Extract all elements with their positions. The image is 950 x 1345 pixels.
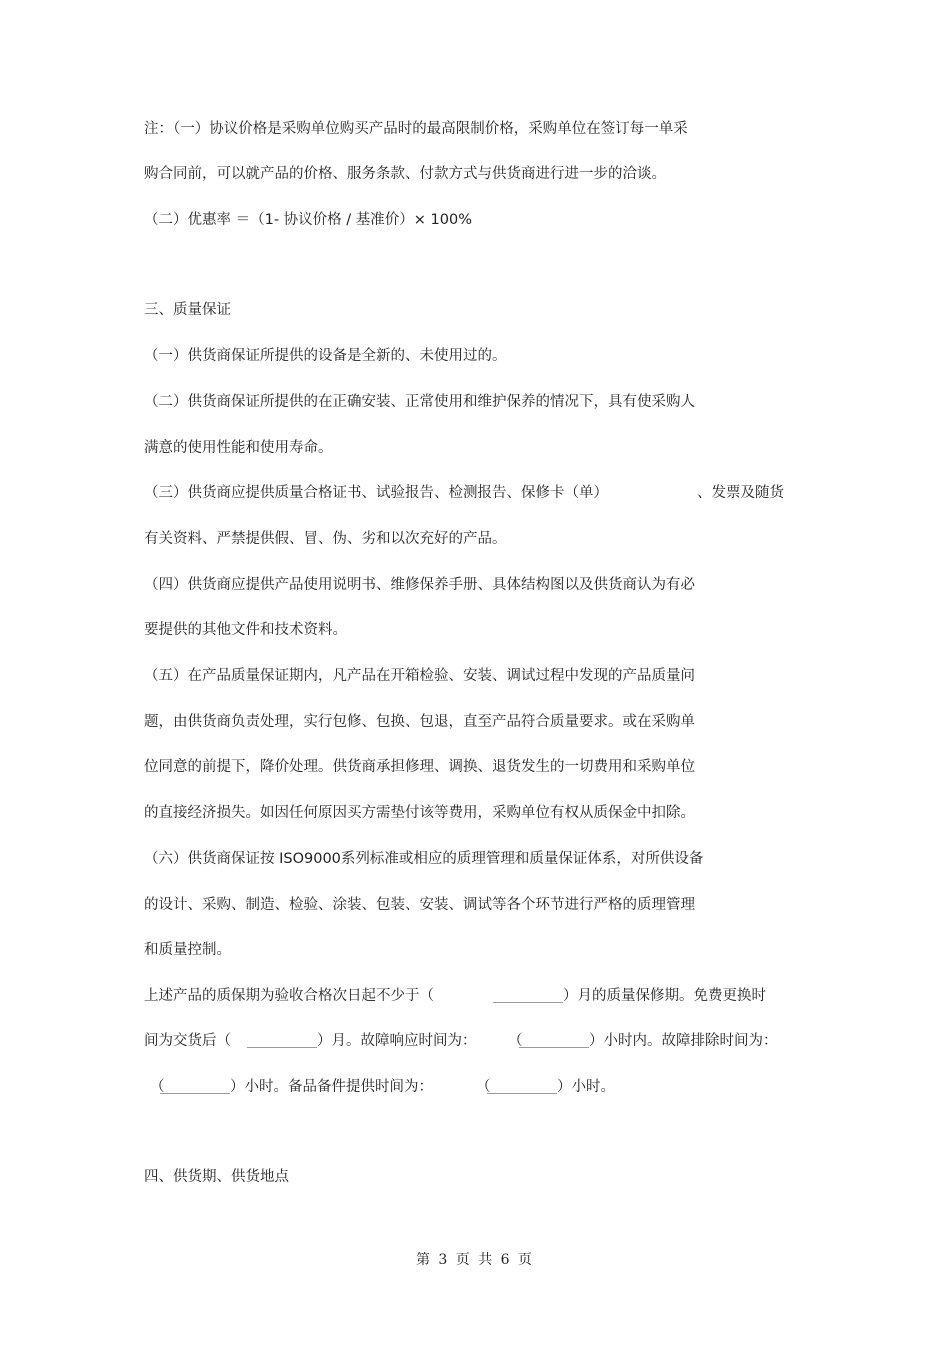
quality-item-3-line-2: 有关资料、严禁提供假、冒、伪、劣和以次充好的产品。 xyxy=(144,531,507,547)
quality-item-2-line-2: 满意的使用性能和使用寿命。 xyxy=(144,440,333,456)
section-heading-quality: 三、质量保证 xyxy=(144,302,231,318)
quality-item-2-line-1: （二）供货商保证所提供的在正确安装、正常使用和维护保养的情况下，具有使采购人 xyxy=(144,394,695,410)
quality-item-4-line-1: （四）供货商应提供产品使用说明书、维修保养手册、具体结构图以及供货商认为有必 xyxy=(144,577,695,593)
note-line-3: （二）优惠率 ＝（1- 协议价格 / 基准价）× 100% xyxy=(144,212,472,228)
warranty-line-3a: （ xyxy=(150,1079,165,1095)
note-line-1: 注：（一）协议价格是采购单位购买产品时的最高限制价格，采购单位在签订每一单采 xyxy=(144,121,688,137)
note-line-2: 购合同前，可以就产品的价格、服务条款、付款方式与供货商进行进一步的洽谈。 xyxy=(144,166,666,182)
quality-item-5-line-2: 题，由供货商负责处理，实行包修、包换、包退，直至产品符合质量要求。或在采购单 xyxy=(144,714,695,730)
warranty-line-1b: ）月的质量保修期。免费更换时 xyxy=(563,988,766,1004)
warranty-line-1a: 上述产品的质保期为验收合格次日起不少于（ xyxy=(144,988,434,1004)
repair-time-blank[interactable] xyxy=(160,1077,230,1097)
warranty-line-2c: （ xyxy=(508,1033,523,1049)
quality-item-6-line-2: 的设计、采购、制造、检验、涂装、包装、安装、调试等各个环节进行严格的质理管理 xyxy=(144,897,695,913)
warranty-period-blank[interactable] xyxy=(493,986,563,1006)
quality-item-4-line-2: 要提供的其他文件和技术资料。 xyxy=(144,622,347,638)
quality-item-6-line-3: 和质量控制。 xyxy=(144,942,231,958)
quality-item-5-line-1: （五）在产品质量保证期内，凡产品在开箱检验、安装、调试过程中发现的产品质量问 xyxy=(144,668,695,684)
warranty-line-3d: ）小时。 xyxy=(557,1079,615,1095)
response-time-blank[interactable] xyxy=(519,1031,589,1051)
spare-parts-time-blank[interactable] xyxy=(487,1077,557,1097)
quality-item-1: （一）供货商保证所提供的设备是全新的、未使用过的。 xyxy=(144,348,507,364)
quality-item-3-line-1b: 、发票及随货 xyxy=(697,485,784,501)
warranty-line-3c: （ xyxy=(476,1079,491,1095)
quality-item-5-line-3: 位同意的前提下，降价处理。供货商承担修理、调换、退货发生的一切费用和采购单位 xyxy=(144,759,695,775)
section-heading-delivery: 四、供货期、供货地点 xyxy=(144,1169,289,1185)
replacement-period-blank[interactable] xyxy=(247,1031,317,1051)
warranty-line-3b: ）小时。备品备件提供时间为： xyxy=(230,1079,433,1095)
quality-item-5-line-4: 的直接经济损失。如因任何原因买方需垫付该等费用，采购单位有权从质保金中扣除。 xyxy=(144,805,695,821)
page-number: 第 3 页 共 6 页 xyxy=(415,1252,535,1268)
warranty-line-2d: ）小时内。故障排除时间为： xyxy=(589,1033,778,1049)
quality-item-6-line-1: （六）供货商保证按 ISO9000系列标准或相应的质理管理和质量保证体系，对所供设备 xyxy=(144,851,704,867)
warranty-line-2a: 间为交货后（ xyxy=(144,1033,231,1049)
quality-item-3-line-1a: （三）供货商应提供质量合格证书、试验报告、检测报告、保修卡（单） xyxy=(144,485,608,501)
warranty-line-2b: ）月。故障响应时间为： xyxy=(317,1033,477,1049)
